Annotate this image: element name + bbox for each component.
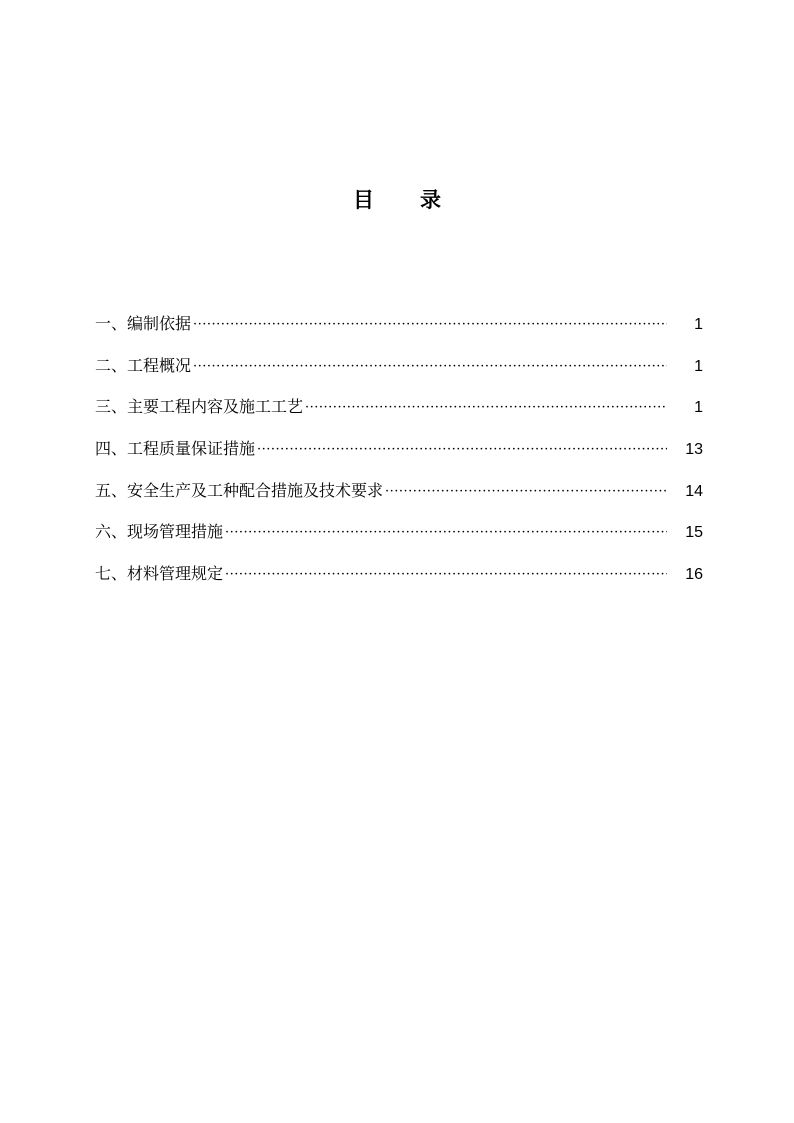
toc-entry[interactable] (95, 520, 703, 562)
toc-entry-label: 六、现场管理措施 (95, 522, 224, 542)
toc-page-number: 13 (685, 441, 703, 459)
toc-entry[interactable] (95, 312, 703, 354)
toc-entry[interactable] (95, 479, 703, 521)
toc-page-number: 15 (685, 524, 703, 542)
toc-page-number: 16 (685, 566, 703, 584)
toc-dot-leader (193, 313, 667, 337)
toc-dot-leader (257, 438, 667, 462)
title-char-1: 目 (353, 187, 374, 212)
toc-entry-label: 一、编制依据 (95, 314, 192, 333)
toc-page-number: 1 (694, 316, 703, 333)
table-of-contents (95, 312, 703, 604)
toc-entry-label: 二、工程概况 (95, 355, 192, 375)
toc-dot-leader (225, 521, 667, 545)
toc-page-number: 1 (694, 357, 703, 375)
toc-entry[interactable] (95, 354, 703, 396)
toc-dot-leader (385, 480, 667, 504)
toc-dot-leader (193, 355, 667, 379)
toc-page-number: 1 (694, 399, 703, 417)
toc-dot-leader (305, 396, 667, 420)
toc-entry-label: 五、安全生产及工种配合措施及技术要求 (95, 480, 384, 500)
toc-entry-label: 七、材料管理规定 (95, 564, 224, 584)
toc-page-number: 14 (685, 482, 703, 500)
toc-dot-leader (225, 563, 667, 587)
toc-entry[interactable] (95, 395, 703, 437)
toc-entry-label: 四、工程质量保证措施 (95, 439, 256, 459)
toc-entry[interactable] (95, 437, 703, 479)
toc-entry-label: 三、主要工程内容及施工工艺 (95, 397, 304, 417)
page-title (0, 184, 794, 214)
toc-entry[interactable] (95, 562, 703, 604)
title-char-2: 录 (420, 187, 441, 212)
